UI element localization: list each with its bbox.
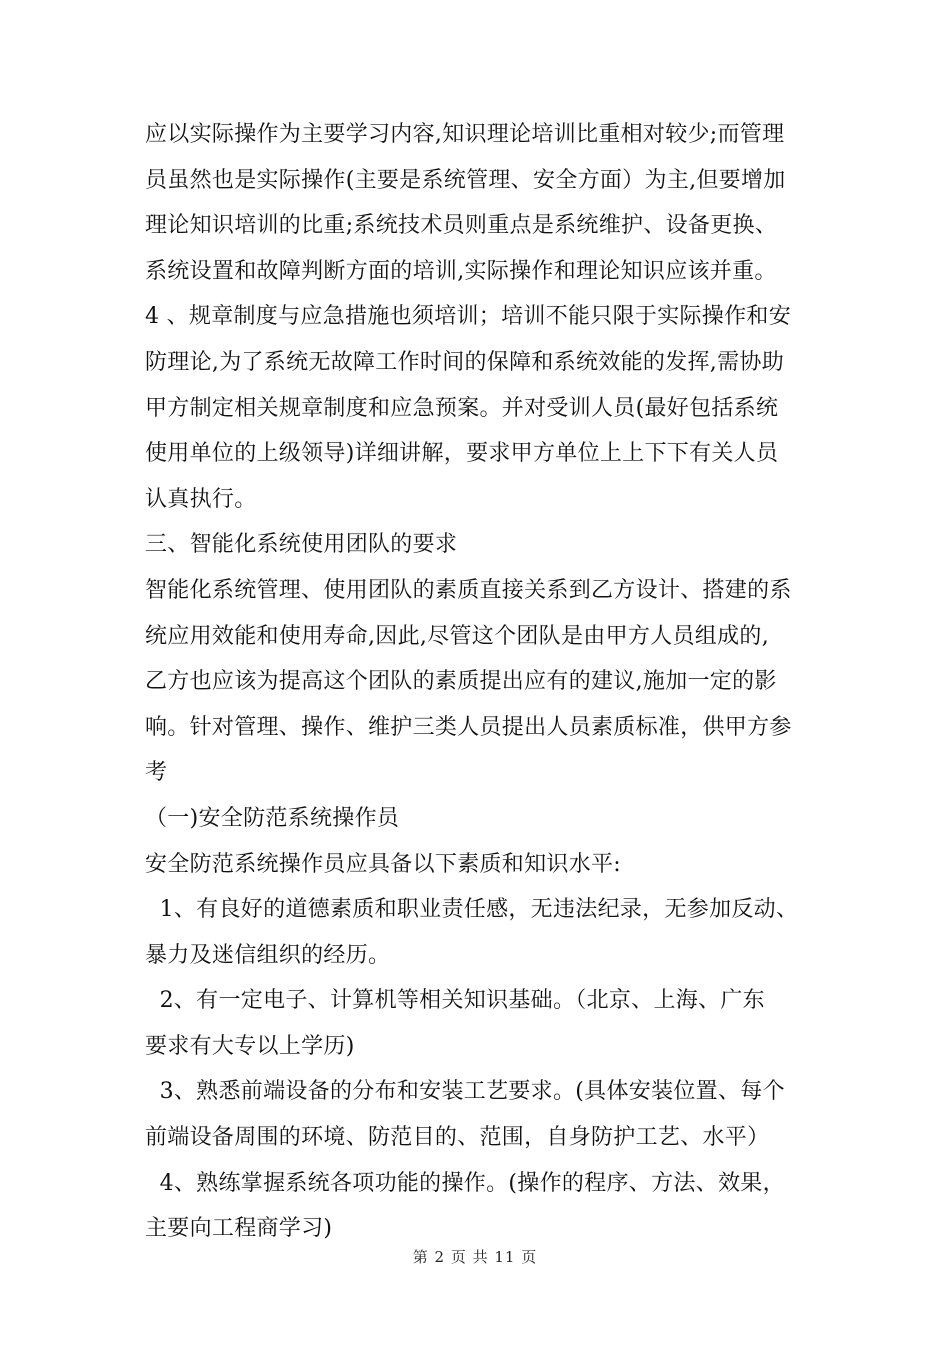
list-item-line: 3、熟悉前端设备的分布和安装工艺要求。(具体安装位置、每个: [145, 1079, 785, 1105]
text-line: 前端设备周围的环境、防范目的、范围，自身防护工艺、水平）: [145, 1125, 770, 1151]
text-line: 应以实际操作为主要学习内容,知识理论培训比重相对较少;而管理: [145, 122, 785, 147]
text-line: 统应用效能和使用寿命,因此,尽管这个团队是由甲方人员组成的,: [145, 623, 769, 649]
text-line: 甲方制定相关规章制度和应急预案。并对受训人员(最好包括系统: [145, 395, 779, 421]
text-line: 员虽然也是实际操作(主要是系统管理、安全方面）为主,但要增加: [145, 167, 786, 193]
text-line: 智能化系统管理、使用团队的素质直接关系到乙方设计、搭建的系: [145, 577, 792, 603]
text-line: 响。针对管理、操作、维护三类人员提出人员素质标准，供甲方参: [145, 714, 792, 740]
subsection-heading: （一)安全防范系统操作员: [145, 805, 400, 831]
text-line: 主要向工程商学习): [145, 1216, 333, 1242]
text-line: 理论知识培训的比重;系统技术员则重点是系统维护、设备更换、: [145, 213, 778, 239]
text-line: 防理论,为了系统无故障工作时间的保障和系统效能的发挥,需协助: [145, 349, 784, 375]
list-item-line: 4、熟练掌握系统各项功能的操作。(操作的程序、方法、效果，: [145, 1170, 785, 1196]
text-line: 安全防范系统操作员应具备以下素质和知识水平:: [145, 851, 622, 877]
text-line: 4 、规章制度与应急措施也须培训；培训不能只限于实际操作和安: [145, 304, 791, 330]
document-body: [145, 112, 815, 1252]
text-line: 系统设置和故障判断方面的培训,实际操作和理论知识应该并重。: [145, 258, 777, 284]
text-line: 认真执行。: [145, 486, 257, 512]
text-line: 考: [145, 760, 168, 786]
text-line: 要求有大专以上学历): [145, 1033, 355, 1059]
list-item-line: 1、有良好的道德素质和职业责任感，无违法纪录，无参加反动、: [145, 897, 799, 923]
list-item-line: 2、有一定电子、计算机等相关知识基础。（北京、上海、广东: [145, 988, 765, 1014]
page-number-footer: 第 2 页 共 11 页: [412, 1248, 538, 1266]
text-line: 使用单位的上级领导)详细讲解，要求甲方单位上上下下有关人员: [145, 441, 779, 467]
section-heading: 三、智能化系统使用团队的要求: [145, 532, 458, 558]
text-line: 暴力及迷信组织的经历。: [145, 942, 391, 968]
text-line: 乙方也应该为提高这个团队的素质提出应有的建议,施加一定的影: [145, 669, 777, 695]
